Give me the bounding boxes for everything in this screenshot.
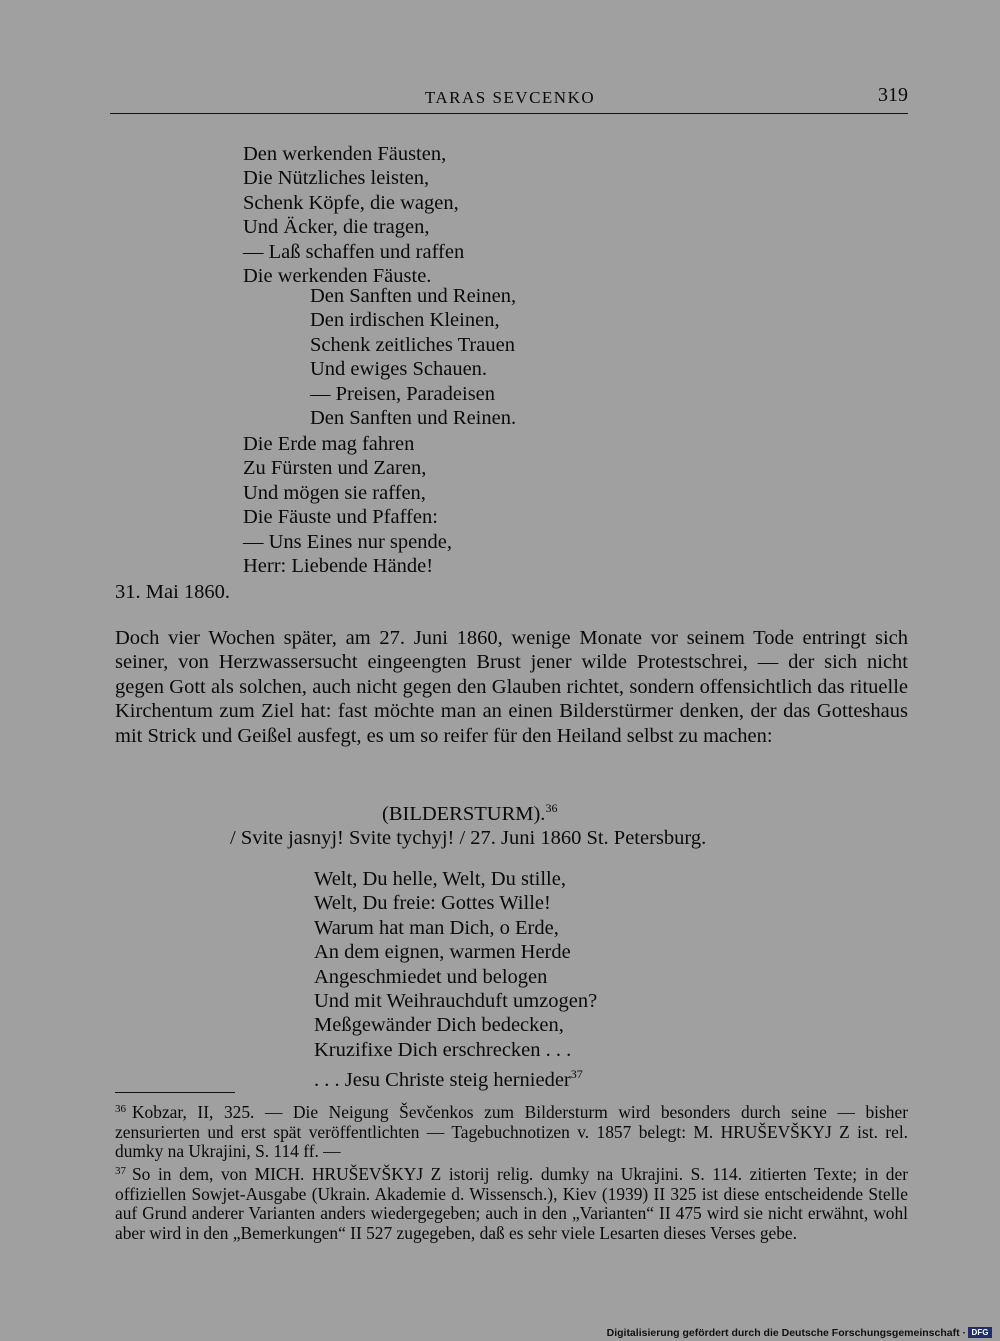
dfg-logo: DFG: [968, 1327, 992, 1338]
poem-line: Kruzifixe Dich erschrecken . . .: [314, 1038, 572, 1061]
poem-line: Angeschmiedet und belogen: [314, 965, 548, 988]
section-subtitle: / Svite jasnyj! Svite tychyj! / 27. Juni 1860 St. Petersburg.: [230, 827, 707, 849]
page-number: 319: [878, 84, 908, 106]
footnote-36: [115, 1100, 908, 1162]
poem-line: Den Sanften und Reinen,: [310, 285, 517, 307]
poem-line: — Laß schaffen und raffen: [243, 240, 465, 263]
poem-stanza-3: [243, 432, 452, 578]
footnote-number: 37: [115, 1165, 126, 1177]
poem-line: Die Fäuste und Pfaffen:: [243, 506, 438, 529]
poem-date: 31. Mai 1860.: [115, 581, 231, 603]
poem-line: [314, 1062, 597, 1092]
poem-line: — Preisen, Paradeisen: [310, 382, 496, 405]
section-title: [382, 796, 557, 826]
poem-line: Die Nützliches leisten,: [243, 167, 430, 190]
footnote-rule: [115, 1092, 235, 1093]
poem-line: Warum hat man Dich, o Erde,: [314, 916, 559, 939]
poem-line: Welt, Du helle, Welt, Du stille,: [314, 868, 566, 890]
running-header-title: TARAS SEVCENKO: [424, 88, 596, 107]
digitization-credit: Digitalisierung gefördert durch die Deutsche Forschungsgemeinschaft ·: [606, 1327, 966, 1339]
footnote-number: 36: [115, 1103, 126, 1115]
poem-line: Welt, Du freie: Gottes Wille!: [314, 892, 551, 915]
footnote-text: Kobzar, II, 325. — Die Neigung Ševčenkos zum Bildersturm wird besonders durch seine — bisher zensurierten und erst spät veröffentlichten — Tagebuchnotizen v. 1857 belegt: M. HRUŠEVŠKYJ Z ist. rel. dumky na Ukrajini, S. 114 ff. —: [115, 1102, 908, 1162]
footnote-ref-36[interactable]: 36: [545, 801, 558, 815]
poem-line: Zu Fürsten und Zaren,: [243, 457, 427, 480]
section-title-text: (BILDERSTURM).: [382, 803, 546, 825]
poem-stanza-2: [310, 284, 516, 430]
poem-line: Meßgewänder Dich bedecken,: [314, 1014, 564, 1037]
prose-paragraph: Doch vier Wochen später, am 27. Juni 1860, wenige Monate vor seinem Tode entringt sich seiner, von Herzwassersucht eingeengten Brust jener wilde Protestschrei, — der sich nicht gegen Gott als solchen, auch nicht gegen den Glauben richtet, sondern offensichtlich das rituelle Kirchentum zum Ziel hat: fast möchte man an einen Bilderstürmer denken, der das Gotteshaus mit Strick und Geißel ausfegt, es um so reifer für den Heiland selbst zu machen:: [115, 627, 908, 747]
poem-bildersturm: [314, 867, 598, 1092]
footnote-37: [115, 1162, 908, 1243]
poem-line: Den Sanften und Reinen.: [310, 406, 517, 429]
poem-line: Und mögen sie raffen,: [243, 481, 426, 504]
poem-line: Die Erde mag fahren: [243, 433, 415, 455]
poem-line: Und ewiges Schauen.: [310, 358, 488, 381]
poem-line-text: . . . Jesu Christe steig hernieder: [314, 1069, 571, 1092]
poem-line: An dem eignen, warmen Herde: [314, 941, 571, 964]
poem-line: Den werkenden Fäusten,: [243, 143, 447, 165]
footnote-ref-37[interactable]: 37: [570, 1067, 583, 1082]
poem-line: Und Äcker, die tragen,: [243, 216, 430, 239]
poem-line: Schenk zeitliches Trauen: [310, 333, 515, 356]
poem-line: Den irdischen Kleinen,: [310, 309, 500, 332]
poem-stanza-1: [243, 142, 464, 288]
header-rule: [110, 113, 908, 114]
poem-line: Und mit Weihrauchduft umzogen?: [314, 989, 598, 1012]
poem-line: — Uns Eines nur spende,: [243, 530, 452, 553]
poem-line: Herr: Liebende Hände!: [243, 554, 434, 577]
poem-line: Die werkenden Fäuste.: [243, 264, 432, 287]
footnote-text: So in dem, von MICH. HRUŠEVŠKYJ Z istorij relig. dumky na Ukrajini. S. 114. zitierten Texte; in der offiziellen Sowjet-Ausgabe (Ukrain. Akademie d. Wissensch.), Kiev (1939) II 325 ist diese entscheidende Stelle auf Grund anderer Varianten anders wiedergegeben; auch in den „Varianten“ II 475 wird sie nicht erwähnt, wohl aber wird in den „Bemerkungen“ II 527 zugegeben, daß es sehr viele Lesarten dieses Verses gebe.: [115, 1164, 908, 1243]
poem-line: Schenk Köpfe, die wagen,: [243, 191, 459, 214]
